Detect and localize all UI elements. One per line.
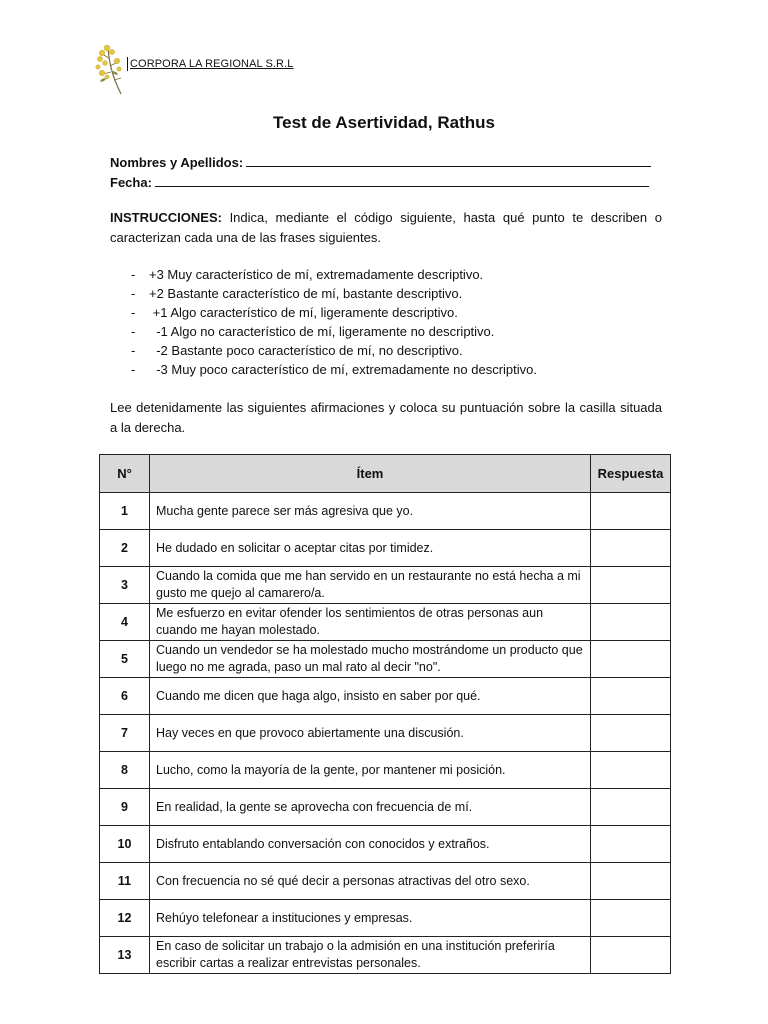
response-cell[interactable] (591, 493, 671, 530)
table-row (100, 493, 671, 530)
list-item: - +3 Muy característico de mí, extremadamente descriptivo. (131, 267, 484, 282)
item-text: Lucho, como la mayoría de la gente, por mantener mi posición. (150, 752, 591, 789)
column-header-item: Ítem (150, 455, 591, 493)
date-field (110, 173, 649, 190)
response-cell[interactable] (591, 937, 671, 974)
name-field-label: Nombres y Apellidos: (110, 155, 244, 170)
response-cell[interactable] (591, 715, 671, 752)
table-row (100, 789, 671, 826)
table-row (100, 900, 671, 937)
response-cell[interactable] (591, 752, 671, 789)
list-item: - -1 Algo no característico de mí, ligeramente no descriptivo. (131, 324, 495, 339)
table-row (100, 937, 671, 974)
instructions-label: INSTRUCCIONES: (110, 210, 222, 225)
response-cell[interactable] (591, 641, 671, 678)
list-item: - +2 Bastante característico de mí, bastante descriptivo. (131, 286, 463, 301)
table-row (100, 604, 671, 641)
response-cell[interactable] (591, 826, 671, 863)
company-name: CORPORA LA REGIONAL S.R.L (127, 57, 293, 71)
table-row (100, 863, 671, 900)
column-header-response: Respuesta (591, 455, 671, 493)
table-row (100, 715, 671, 752)
item-number: 7 (100, 715, 150, 752)
name-field (110, 153, 651, 170)
item-number: 1 (100, 493, 150, 530)
item-text: Rehúyo telefonear a instituciones y empresas. (150, 900, 591, 937)
items-table (99, 454, 671, 974)
response-cell[interactable] (591, 678, 671, 715)
item-number: 13 (100, 937, 150, 974)
page-title: Test de Asertividad, Rathus (273, 113, 495, 132)
item-text: Mucha gente parece ser más agresiva que yo. (150, 493, 591, 530)
table-row (100, 641, 671, 678)
instructions-paragraph (110, 208, 662, 248)
table-row (100, 678, 671, 715)
item-number: 5 (100, 641, 150, 678)
item-text: En realidad, la gente se aprovecha con frecuencia de mí. (150, 789, 591, 826)
table-row (100, 826, 671, 863)
rating-scale-list (131, 265, 537, 379)
name-field-line[interactable] (246, 153, 651, 167)
list-item: - -2 Bastante poco característico de mí, no descriptivo. (131, 343, 463, 358)
item-text: Cuando la comida que me han servido en un restaurante no está hecha a mi gusto me quejo al camarero/a. (150, 567, 591, 604)
list-item: - -3 Muy poco característico de mí, extremadamente no descriptivo. (131, 362, 538, 377)
item-number: 11 (100, 863, 150, 900)
item-number: 10 (100, 826, 150, 863)
item-number: 9 (100, 789, 150, 826)
item-text: En caso de solicitar un trabajo o la admisión en una institución preferiría escribir cartas a realizar entrevistas personales. (150, 937, 591, 974)
note-paragraph: Lee detenidamente las siguientes afirmaciones y coloca su puntuación sobre la casilla situada a la derecha. (110, 400, 662, 435)
item-number: 8 (100, 752, 150, 789)
item-number: 4 (100, 604, 150, 641)
date-field-label: Fecha: (110, 175, 152, 190)
list-item: - +1 Algo característico de mí, ligeramente descriptivo. (131, 305, 458, 320)
response-cell[interactable] (591, 900, 671, 937)
item-number: 2 (100, 530, 150, 567)
response-cell[interactable] (591, 530, 671, 567)
flower-sprig-icon (94, 44, 126, 96)
response-cell[interactable] (591, 604, 671, 641)
item-text: Cuando un vendedor se ha molestado mucho mostrándome un producto que luego no me agrada, paso un mal rato al decir "no". (150, 641, 591, 678)
item-number: 12 (100, 900, 150, 937)
item-text: Me esfuerzo en evitar ofender los sentimientos de otras personas aun cuando me hayan molestado. (150, 604, 591, 641)
column-header-number: N° (100, 455, 150, 493)
table-row (100, 752, 671, 789)
item-text: Disfruto entablando conversación con conocidos y extraños. (150, 826, 591, 863)
date-field-line[interactable] (155, 173, 649, 187)
item-text: Cuando me dicen que haga algo, insisto en saber por qué. (150, 678, 591, 715)
table-header-row (100, 455, 671, 493)
response-cell[interactable] (591, 863, 671, 900)
response-cell[interactable] (591, 567, 671, 604)
response-cell[interactable] (591, 789, 671, 826)
table-row (100, 530, 671, 567)
table-row (100, 567, 671, 604)
item-text: He dudado en solicitar o aceptar citas por timidez. (150, 530, 591, 567)
instructions-text: Indica, mediante el código siguiente, hasta qué punto te describen o caracterizan cada una de las frases siguientes. (110, 210, 662, 245)
item-number: 6 (100, 678, 150, 715)
item-text: Con frecuencia no sé qué decir a personas atractivas del otro sexo. (150, 863, 591, 900)
item-number: 3 (100, 567, 150, 604)
document-header (94, 44, 394, 96)
item-text: Hay veces en que provoco abiertamente una discusión. (150, 715, 591, 752)
